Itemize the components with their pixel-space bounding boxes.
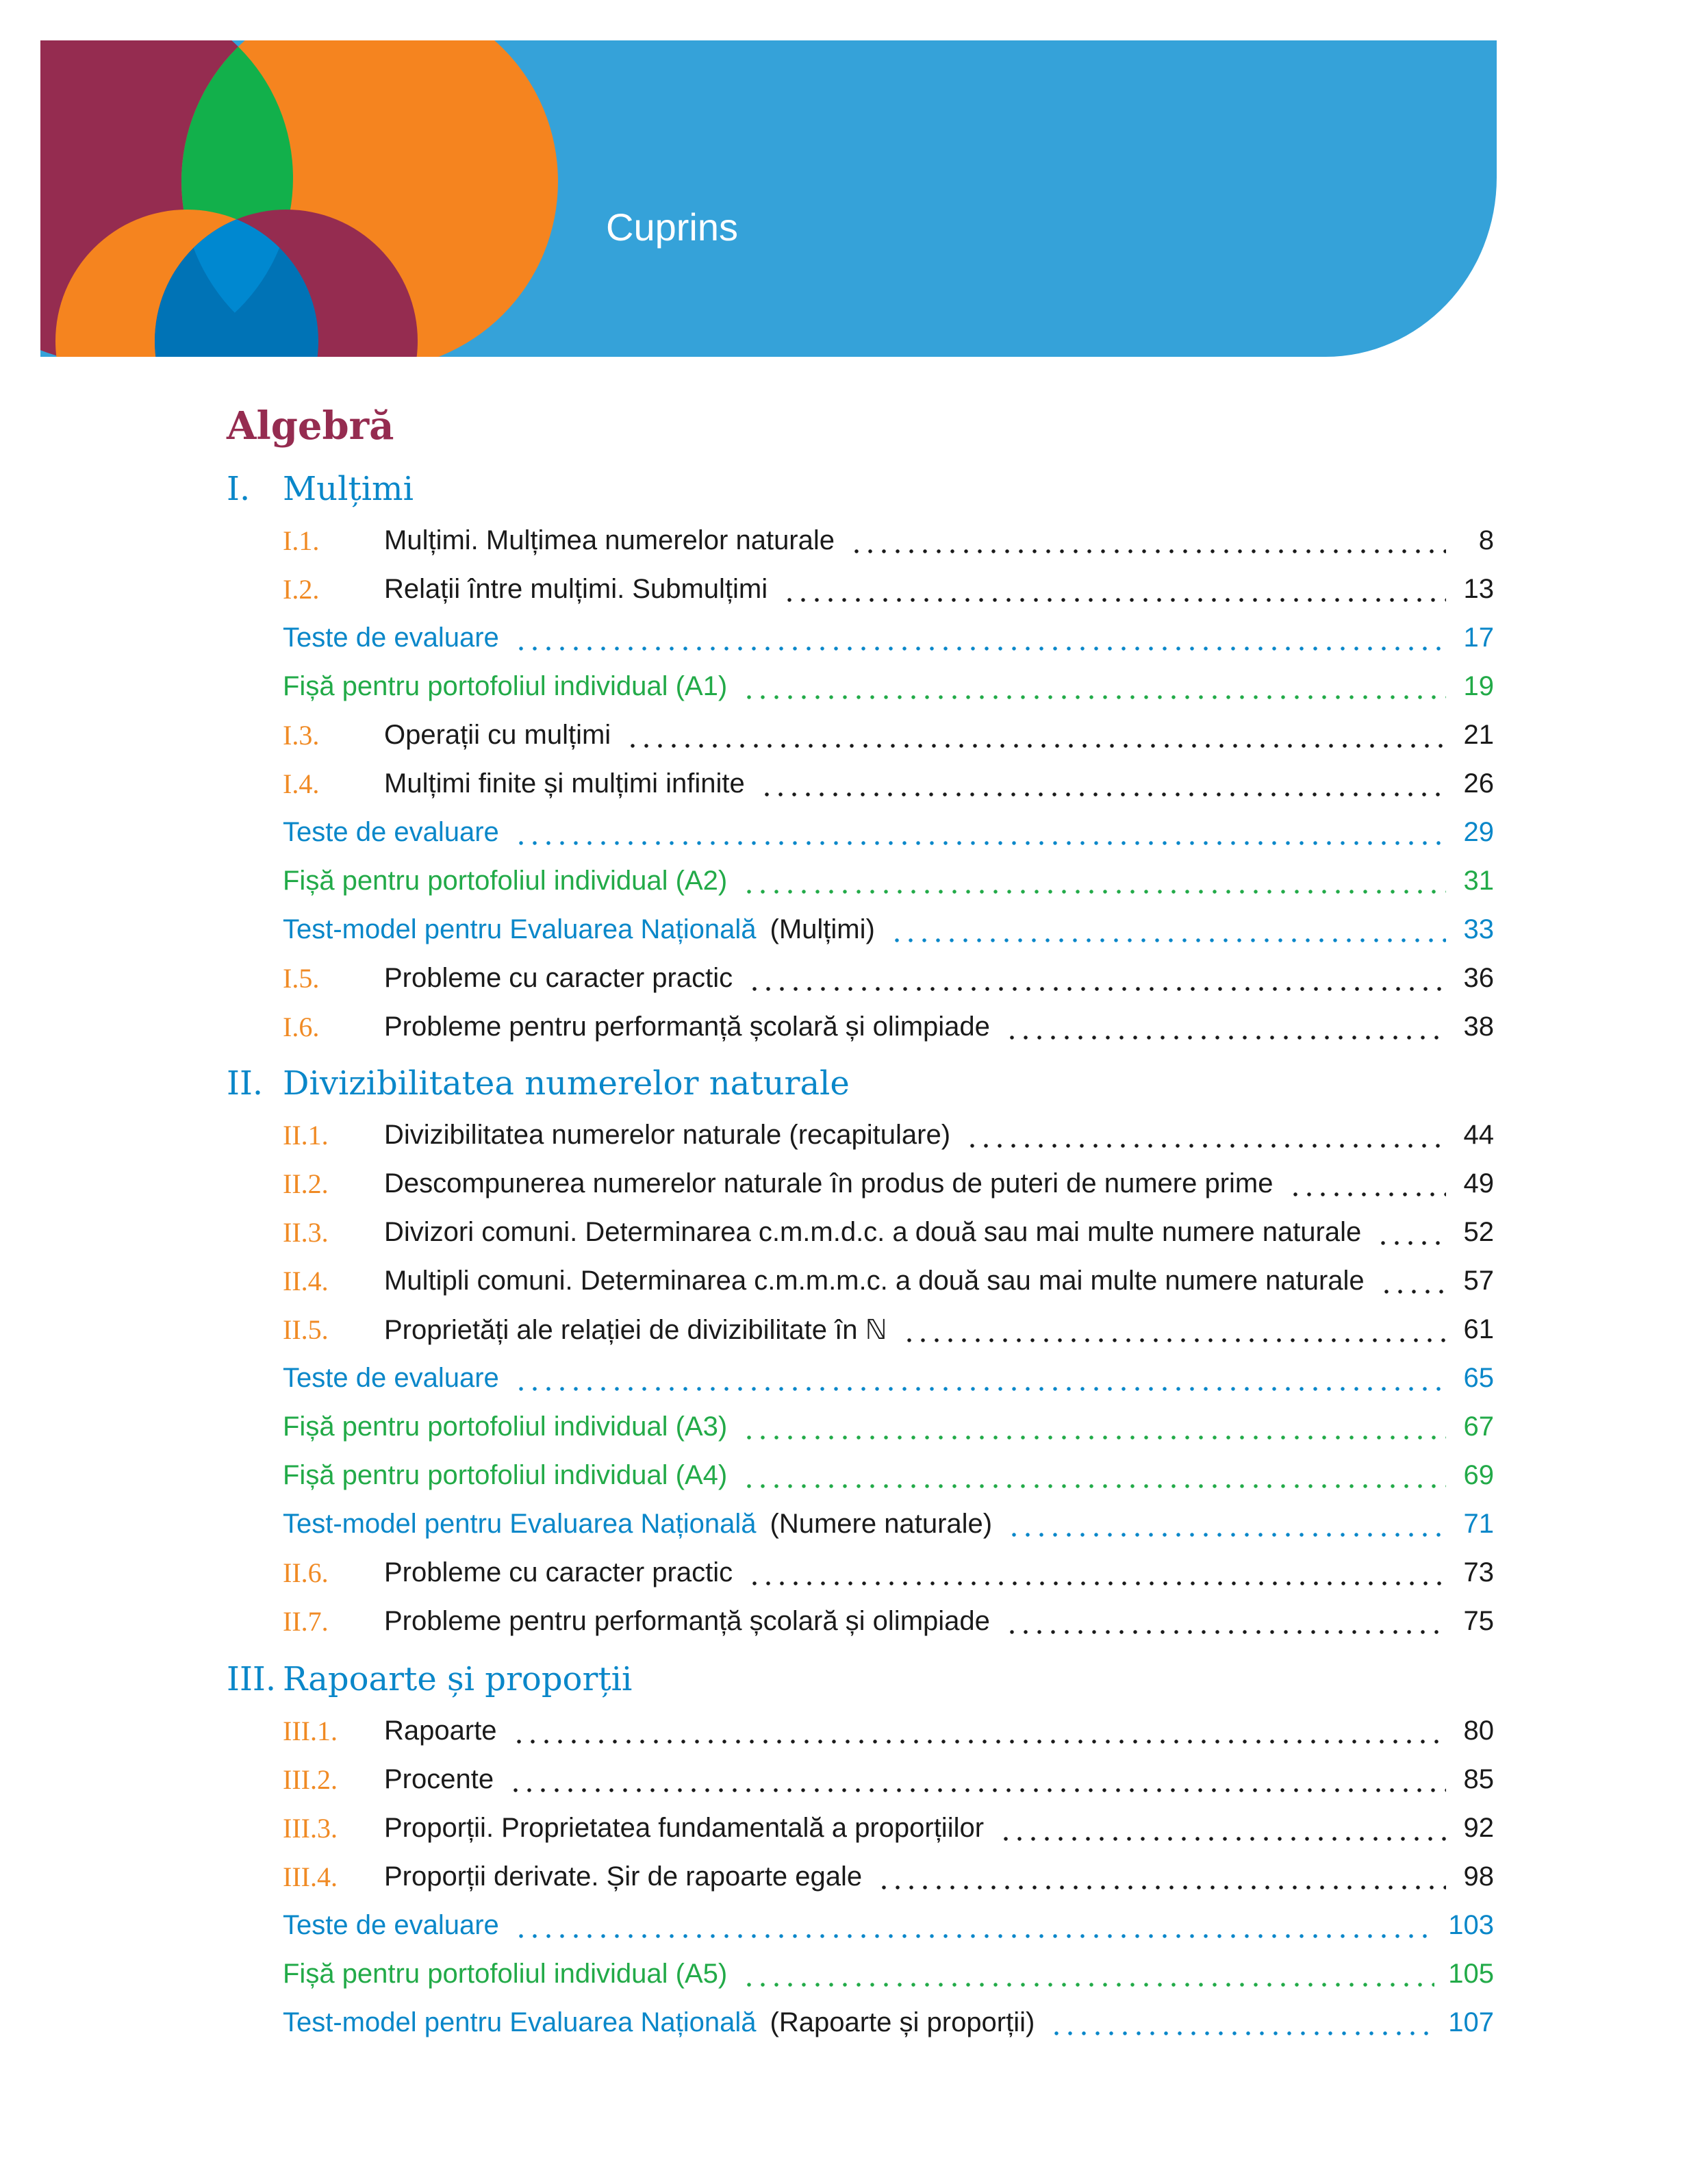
dot-leader bbox=[509, 1766, 1446, 1794]
dot-leader bbox=[783, 576, 1446, 603]
toc-entry[interactable] bbox=[283, 1111, 1494, 1159]
entry-number: I.5. bbox=[283, 963, 320, 994]
toc-entry[interactable] bbox=[283, 1354, 1494, 1403]
toc-entry[interactable] bbox=[283, 1500, 1494, 1548]
chapter-entries bbox=[227, 516, 1494, 1051]
dot-leader bbox=[850, 527, 1446, 555]
page-number: 52 bbox=[1463, 1217, 1494, 1247]
entry-number: III.4. bbox=[283, 1861, 338, 1892]
dot-leader bbox=[999, 1815, 1446, 1842]
toc-entry[interactable] bbox=[283, 760, 1494, 808]
toc-entry[interactable] bbox=[283, 1159, 1494, 1208]
entry-title: Teste de evaluare bbox=[283, 623, 499, 653]
page-number: 49 bbox=[1463, 1168, 1494, 1198]
entry-title: Fișă pentru portofoliul individual (A3) bbox=[283, 1411, 728, 1442]
entry-title: Procente bbox=[384, 1764, 494, 1794]
toc-entry[interactable] bbox=[283, 1451, 1494, 1500]
page-number: 8 bbox=[1478, 525, 1494, 555]
page-number: 29 bbox=[1463, 817, 1494, 847]
entry-title: Probleme cu caracter practic bbox=[384, 1557, 733, 1587]
page-number: 71 bbox=[1463, 1509, 1494, 1539]
chapter-title: Mulțimi bbox=[283, 470, 414, 508]
dot-leader bbox=[902, 1316, 1446, 1344]
entry-title: Multipli comuni. Determinarea c.m.m.m.c. a două sau mai multe numere naturale bbox=[384, 1266, 1365, 1296]
entry-number: II.2. bbox=[283, 1168, 329, 1199]
entry-number: I.3. bbox=[283, 720, 320, 751]
toc-entry[interactable] bbox=[283, 1804, 1494, 1853]
entry-subtitle: (Mulțimi) bbox=[770, 914, 875, 944]
entry-title: Proporții derivate. Șir de rapoarte egale bbox=[384, 1861, 863, 1892]
decorative-circles bbox=[40, 40, 1497, 357]
toc-entry[interactable] bbox=[283, 1853, 1494, 1901]
entry-number: III.3. bbox=[283, 1813, 338, 1844]
page-number: 67 bbox=[1463, 1411, 1494, 1442]
entry-title: Fișă pentru portofoliul individual (A2) bbox=[283, 866, 728, 896]
page-number: 103 bbox=[1448, 1910, 1494, 1940]
entry-title: Proprietăți ale relației de divizibilitate în ℕ bbox=[384, 1314, 887, 1345]
dot-leader bbox=[890, 916, 1446, 944]
dot-leader bbox=[760, 770, 1446, 798]
entry-number: II.3. bbox=[283, 1217, 329, 1248]
dot-leader bbox=[514, 1365, 1446, 1392]
dot-leader bbox=[1005, 1014, 1446, 1041]
toc-entry[interactable] bbox=[283, 1755, 1494, 1804]
entry-title: Test-model pentru Evaluarea Națională bbox=[283, 1509, 757, 1539]
toc-entry[interactable] bbox=[283, 1003, 1494, 1051]
page-number: 19 bbox=[1463, 671, 1494, 701]
entry-title: Proporții. Proprietatea fundamentală a proporțiilor bbox=[384, 1813, 985, 1843]
entry-title: Probleme pentru performanță școlară și olimpiade bbox=[384, 1012, 990, 1042]
entry-title: Divizori comuni. Determinarea c.m.m.d.c. a două sau mai multe numere naturale bbox=[384, 1217, 1362, 1247]
toc-entry[interactable] bbox=[283, 1901, 1494, 1950]
toc-entry[interactable] bbox=[283, 516, 1494, 565]
entry-number: II.6. bbox=[283, 1557, 329, 1588]
entry-title: Teste de evaluare bbox=[283, 1363, 499, 1393]
toc-entry[interactable] bbox=[283, 1707, 1494, 1755]
page-number: 92 bbox=[1463, 1813, 1494, 1843]
toc-entry[interactable] bbox=[283, 1403, 1494, 1451]
toc-entry[interactable] bbox=[283, 565, 1494, 614]
page-number: 61 bbox=[1463, 1314, 1494, 1344]
toc-entry[interactable] bbox=[283, 1548, 1494, 1597]
entry-title: Fișă pentru portofoliul individual (A5) bbox=[283, 1959, 728, 1989]
entry-number: I.1. bbox=[283, 525, 320, 556]
dot-leader bbox=[1380, 1268, 1446, 1295]
entry-title: Descompunerea numerelor naturale în produs de puteri de numere prime bbox=[384, 1168, 1274, 1198]
dot-leader bbox=[742, 1414, 1446, 1441]
page-number: 21 bbox=[1463, 720, 1494, 750]
toc-entry[interactable] bbox=[283, 905, 1494, 954]
chapter-entries bbox=[227, 1111, 1494, 1646]
entry-number: II.4. bbox=[283, 1266, 329, 1296]
entry-number: I.2. bbox=[283, 574, 320, 605]
entry-number: I.6. bbox=[283, 1012, 320, 1042]
entry-title: Test-model pentru Evaluarea Națională bbox=[283, 2007, 757, 2037]
toc-entry[interactable] bbox=[283, 857, 1494, 905]
page-number: 85 bbox=[1463, 1764, 1494, 1794]
entry-number: II.5. bbox=[283, 1314, 329, 1345]
toc-entry[interactable] bbox=[283, 954, 1494, 1003]
dot-leader bbox=[1289, 1170, 1447, 1198]
toc-entry[interactable] bbox=[283, 808, 1494, 857]
toc-entry[interactable] bbox=[283, 1998, 1494, 2047]
dot-leader bbox=[742, 673, 1446, 701]
entry-title: Divizibilitatea numerelor naturale (recapitulare) bbox=[384, 1120, 951, 1150]
entry-subtitle: (Rapoarte și proporții) bbox=[770, 2007, 1035, 2037]
page-number: 57 bbox=[1463, 1266, 1494, 1296]
chapter-number: III. bbox=[227, 1660, 277, 1698]
toc-entry[interactable] bbox=[283, 1305, 1494, 1354]
page-number: 26 bbox=[1463, 768, 1494, 799]
entry-title: Mulțimi. Mulțimea numerelor naturale bbox=[384, 525, 835, 555]
entry-title: Teste de evaluare bbox=[283, 1910, 499, 1940]
page-number: 69 bbox=[1463, 1460, 1494, 1490]
chapter-number: II. bbox=[227, 1064, 264, 1103]
dot-leader bbox=[742, 1462, 1446, 1490]
chapter-heading bbox=[227, 1655, 1494, 1703]
toc-entry[interactable] bbox=[283, 1950, 1494, 1998]
dot-leader bbox=[742, 1961, 1434, 1988]
entry-title: Mulțimi finite și mulțimi infinite bbox=[384, 768, 745, 799]
entry-title: Probleme pentru performanță școlară și olimpiade bbox=[384, 1606, 990, 1636]
dot-leader bbox=[748, 965, 1446, 992]
part-title: Algebră bbox=[227, 403, 394, 449]
dot-leader bbox=[742, 868, 1446, 895]
page-title: Cuprins bbox=[606, 205, 738, 249]
page-number: 36 bbox=[1463, 963, 1494, 993]
entry-number: II.1. bbox=[283, 1120, 329, 1151]
dot-leader bbox=[1007, 1511, 1446, 1538]
page-number: 33 bbox=[1463, 914, 1494, 944]
toc-entry[interactable] bbox=[283, 1208, 1494, 1257]
toc-entry[interactable] bbox=[283, 1257, 1494, 1305]
page-number: 38 bbox=[1463, 1012, 1494, 1042]
page-number: 65 bbox=[1463, 1363, 1494, 1393]
page-number: 17 bbox=[1463, 623, 1494, 653]
page-header-banner bbox=[40, 40, 1497, 357]
chapter-entries bbox=[227, 1707, 1494, 2047]
dot-leader bbox=[514, 819, 1446, 846]
entry-number: III.2. bbox=[283, 1764, 338, 1795]
entry-title: Operații cu mulțimi bbox=[384, 720, 611, 750]
dot-leader bbox=[514, 625, 1446, 652]
dot-leader bbox=[512, 1718, 1446, 1745]
entry-subtitle: (Numere naturale) bbox=[770, 1509, 993, 1539]
page-number: 75 bbox=[1463, 1606, 1494, 1636]
page-number: 73 bbox=[1463, 1557, 1494, 1587]
entry-number: II.7. bbox=[283, 1606, 329, 1637]
entry-title: Probleme cu caracter practic bbox=[384, 963, 733, 993]
entry-title: Rapoarte bbox=[384, 1716, 497, 1746]
toc-entry[interactable] bbox=[283, 614, 1494, 662]
entry-title: Teste de evaluare bbox=[283, 817, 499, 847]
entry-number: III.1. bbox=[283, 1716, 338, 1746]
dot-leader bbox=[748, 1559, 1446, 1587]
table-of-contents bbox=[227, 397, 1494, 2047]
chapter-title: Divizibilitatea numerelor naturale bbox=[283, 1064, 850, 1103]
chapter-title: Rapoarte și proporții bbox=[283, 1660, 633, 1698]
chapter-number: I. bbox=[227, 470, 251, 508]
dot-leader bbox=[965, 1122, 1446, 1149]
toc-entry[interactable] bbox=[283, 711, 1494, 760]
dot-leader bbox=[1005, 1608, 1446, 1635]
entry-title: Test-model pentru Evaluarea Națională bbox=[283, 914, 757, 944]
entry-title: Fișă pentru portofoliul individual (A4) bbox=[283, 1460, 728, 1490]
chapter-heading bbox=[227, 465, 1494, 513]
page-number: 13 bbox=[1463, 574, 1494, 604]
entry-number: I.4. bbox=[283, 768, 320, 799]
page-number: 107 bbox=[1448, 2007, 1494, 2037]
page-number: 80 bbox=[1463, 1716, 1494, 1746]
page-number: 98 bbox=[1463, 1861, 1494, 1892]
dot-leader bbox=[1376, 1219, 1446, 1246]
page-number: 105 bbox=[1448, 1959, 1494, 1989]
dot-leader bbox=[626, 722, 1446, 749]
dot-leader bbox=[1050, 2009, 1434, 2037]
chapter-heading bbox=[227, 1059, 1494, 1107]
page-number: 31 bbox=[1463, 866, 1494, 896]
dot-leader bbox=[877, 1863, 1446, 1891]
entry-title: Relații între mulțimi. Submulțimi bbox=[384, 574, 768, 604]
toc-entry[interactable] bbox=[283, 1597, 1494, 1646]
dot-leader bbox=[514, 1912, 1434, 1940]
page-number: 44 bbox=[1463, 1120, 1494, 1150]
toc-entry[interactable] bbox=[283, 662, 1494, 711]
entry-title: Fișă pentru portofoliul individual (A1) bbox=[283, 671, 728, 701]
